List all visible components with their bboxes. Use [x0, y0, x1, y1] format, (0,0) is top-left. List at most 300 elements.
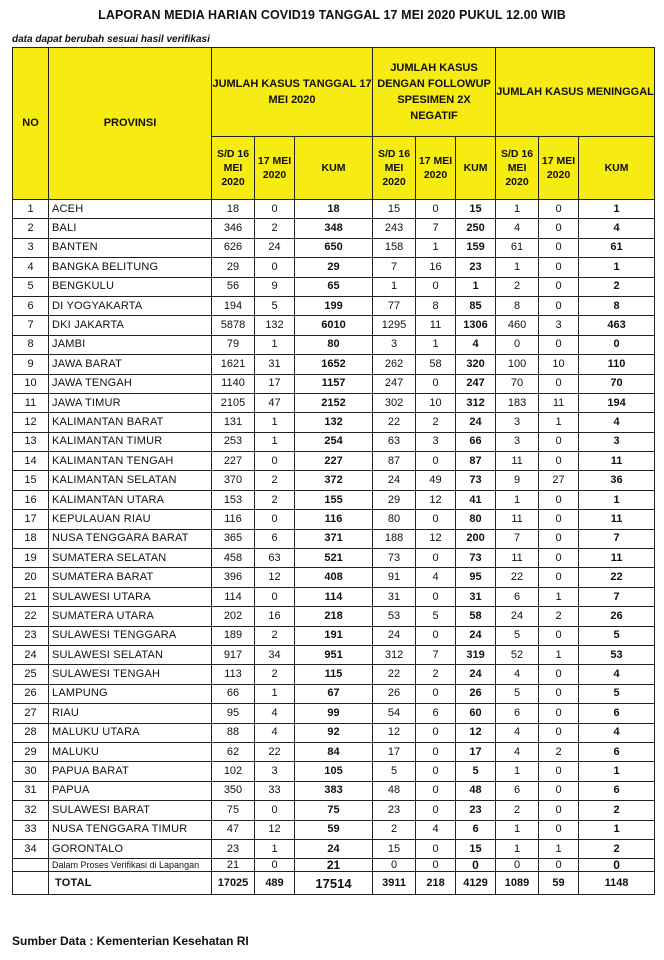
row-number: 32	[13, 801, 49, 820]
table-cell: 3	[539, 316, 579, 335]
table-cell: 370	[212, 471, 255, 490]
table-cell: 4	[579, 665, 655, 684]
table-cell: 102	[212, 762, 255, 781]
table-cell: 85	[456, 296, 496, 315]
table-body	[13, 200, 655, 859]
table-cell: 218	[416, 872, 456, 895]
table-cell: 1	[539, 645, 579, 664]
table-cell: 73	[456, 471, 496, 490]
row-number: 7	[13, 316, 49, 335]
table-row	[13, 645, 655, 664]
province-name: JAMBI	[49, 335, 212, 354]
table-cell: 4	[416, 820, 456, 839]
table-row	[13, 335, 655, 354]
table-cell: 320	[456, 355, 496, 374]
table-cell: 0	[416, 277, 456, 296]
table-cell: 6	[496, 781, 539, 800]
table-cell: 5878	[212, 316, 255, 335]
table-cell: 12	[255, 820, 295, 839]
table-cell: 17514	[295, 872, 373, 895]
table-cell: 2	[416, 413, 456, 432]
table-cell: 0	[539, 238, 579, 257]
table-cell: 21	[295, 859, 373, 872]
table-cell: 189	[212, 626, 255, 645]
table-cell: 0	[539, 801, 579, 820]
row-number: 12	[13, 413, 49, 432]
table-cell: 59	[295, 820, 373, 839]
table-cell: 194	[212, 296, 255, 315]
table-row	[13, 587, 655, 606]
table-cell: 218	[295, 607, 373, 626]
row-number: 24	[13, 645, 49, 664]
table-cell: 22	[496, 568, 539, 587]
row-number: 9	[13, 355, 49, 374]
table-cell: 36	[579, 471, 655, 490]
table-cell: 24	[373, 471, 416, 490]
table-cell: 61	[496, 238, 539, 257]
table-cell: 110	[579, 355, 655, 374]
table-cell: 2	[255, 490, 295, 509]
row-number: 27	[13, 704, 49, 723]
table-cell: 2152	[295, 393, 373, 412]
table-cell: 951	[295, 645, 373, 664]
table-row	[13, 801, 655, 820]
table-cell: 15	[456, 839, 496, 858]
table-cell: 1	[416, 238, 456, 257]
table-row	[13, 393, 655, 412]
table-cell: 6	[255, 529, 295, 548]
table-cell: 0	[539, 820, 579, 839]
table-cell: 3	[496, 413, 539, 432]
table-cell: 202	[212, 607, 255, 626]
table-cell: 1	[579, 762, 655, 781]
table-cell: 105	[295, 762, 373, 781]
table-cell: 87	[373, 452, 416, 471]
province-name: SULAWESI TENGGARA	[49, 626, 212, 645]
table-cell: 0	[539, 723, 579, 742]
table-cell: 24	[456, 665, 496, 684]
table-cell: 319	[456, 645, 496, 664]
table-cell: 115	[295, 665, 373, 684]
row-number: 14	[13, 452, 49, 471]
table-cell: 0	[255, 801, 295, 820]
table-cell: 1652	[295, 355, 373, 374]
table-cell: 0	[539, 704, 579, 723]
table-cell: 302	[373, 393, 416, 412]
row-number: 2	[13, 219, 49, 238]
province-name: SULAWESI BARAT	[49, 801, 212, 820]
header-group-cases: JUMLAH KASUS TANGGAL 17 MEI 2020	[212, 48, 373, 137]
table-cell: 12	[373, 723, 416, 742]
table-cell: 243	[373, 219, 416, 238]
row-number: 20	[13, 568, 49, 587]
province-name: KALIMANTAN SELATAN	[49, 471, 212, 490]
province-name: KALIMANTAN TIMUR	[49, 432, 212, 451]
table-cell: 0	[539, 490, 579, 509]
table-cell: 0	[579, 335, 655, 354]
row-number: 10	[13, 374, 49, 393]
table-cell: 29	[212, 258, 255, 277]
table-cell: 6	[579, 742, 655, 761]
table-cell: 0	[416, 626, 456, 645]
table-cell: 11	[579, 549, 655, 568]
table-row	[13, 510, 655, 529]
header-group-followup: JUMLAH KASUS DENGAN FOLLOWUP SPESIMEN 2X NEGATIF	[373, 48, 496, 137]
report-title: LAPORAN MEDIA HARIAN COVID19 TANGGAL 17 MEI 2020 PUKUL 12.00 WIB	[98, 8, 566, 22]
province-name: SUMATERA BARAT	[49, 568, 212, 587]
table-cell: 7	[416, 645, 456, 664]
table-cell: 1295	[373, 316, 416, 335]
table-cell: 53	[373, 607, 416, 626]
table-cell: 365	[212, 529, 255, 548]
table-cell: 371	[295, 529, 373, 548]
table-cell: 8	[496, 296, 539, 315]
table-cell: 80	[295, 335, 373, 354]
table-row	[13, 374, 655, 393]
table-row	[13, 704, 655, 723]
table-cell: 4	[255, 723, 295, 742]
table-cell: 15	[373, 839, 416, 858]
table-cell: 26	[373, 684, 416, 703]
table-cell: 0	[539, 277, 579, 296]
table-cell	[13, 859, 49, 872]
table-cell: 1621	[212, 355, 255, 374]
province-name: LAMPUNG	[49, 684, 212, 703]
table-row	[13, 355, 655, 374]
table-cell: 0	[416, 781, 456, 800]
table-cell: 0	[416, 723, 456, 742]
province-name: KALIMANTAN TENGAH	[49, 452, 212, 471]
table-cell: 312	[373, 645, 416, 664]
table-cell: 0	[456, 859, 496, 872]
header-followup-today: 17 MEI 2020	[416, 137, 456, 200]
table-cell: 153	[212, 490, 255, 509]
table-cell: 66	[212, 684, 255, 703]
table-cell: 0	[373, 859, 416, 872]
table-cell: 2	[496, 277, 539, 296]
table-cell: 1306	[456, 316, 496, 335]
table-cell: 11	[579, 452, 655, 471]
table-cell: 5	[579, 626, 655, 645]
table-row	[13, 549, 655, 568]
table-cell: 1	[496, 258, 539, 277]
row-number: 5	[13, 277, 49, 296]
table-cell: 3	[255, 762, 295, 781]
province-name: KALIMANTAN UTARA	[49, 490, 212, 509]
table-cell: 0	[539, 549, 579, 568]
table-cell: 5	[373, 762, 416, 781]
table-cell: 0	[416, 200, 456, 219]
table-cell: 0	[496, 859, 539, 872]
table-cell: 1	[255, 839, 295, 858]
row-number: 28	[13, 723, 49, 742]
row-number: 11	[13, 393, 49, 412]
table-cell: 227	[295, 452, 373, 471]
row-number: 31	[13, 781, 49, 800]
header-followup-prev: S/D 16 MEI 2020	[373, 137, 416, 200]
table-cell: 1	[496, 200, 539, 219]
table-cell: 9	[496, 471, 539, 490]
pending-label: Dalam Proses Verifikasi di Lapangan	[49, 859, 212, 872]
province-name: SULAWESI TENGAH	[49, 665, 212, 684]
row-number: 29	[13, 742, 49, 761]
table-row	[13, 607, 655, 626]
table-cell: 63	[373, 432, 416, 451]
table-cell: 95	[212, 704, 255, 723]
row-number: 17	[13, 510, 49, 529]
table-cell: 70	[496, 374, 539, 393]
table-cell: 47	[212, 820, 255, 839]
table-cell: 6	[496, 587, 539, 606]
table-cell: 159	[456, 238, 496, 257]
table-cell: 21	[212, 859, 255, 872]
table-row	[13, 684, 655, 703]
table-row	[13, 490, 655, 509]
header-followup-kum: KUM	[456, 137, 496, 200]
table-cell: 247	[456, 374, 496, 393]
table-cell: 27	[539, 471, 579, 490]
covid-report-table	[12, 47, 655, 895]
header-cases-today: 17 MEI 2020	[255, 137, 295, 200]
table-cell: 58	[416, 355, 456, 374]
province-name: JAWA TIMUR	[49, 393, 212, 412]
table-cell: 262	[373, 355, 416, 374]
table-cell: 348	[295, 219, 373, 238]
table-cell: 29	[295, 258, 373, 277]
table-cell: 0	[416, 801, 456, 820]
row-number: 22	[13, 607, 49, 626]
table-cell: 23	[456, 258, 496, 277]
table-cell: 460	[496, 316, 539, 335]
table-cell: 73	[373, 549, 416, 568]
province-name: NUSA TENGGARA BARAT	[49, 529, 212, 548]
table-cell: 49	[416, 471, 456, 490]
table-cell: 2	[255, 471, 295, 490]
table-cell: 0	[255, 258, 295, 277]
table-row	[13, 762, 655, 781]
table-row	[13, 452, 655, 471]
table-cell: 1	[579, 820, 655, 839]
table-cell: 54	[373, 704, 416, 723]
table-cell: 2	[539, 742, 579, 761]
table-cell: 0	[255, 510, 295, 529]
table-cell: 0	[539, 568, 579, 587]
table-cell: 5	[496, 626, 539, 645]
table-cell: 75	[295, 801, 373, 820]
table-row	[13, 258, 655, 277]
table-cell: 11	[539, 393, 579, 412]
table-cell: 7	[496, 529, 539, 548]
table-cell: 521	[295, 549, 373, 568]
table-cell: 158	[373, 238, 416, 257]
province-name: NUSA TENGGARA TIMUR	[49, 820, 212, 839]
table-cell: 1	[579, 490, 655, 509]
table-cell: 0	[255, 452, 295, 471]
table-cell: 396	[212, 568, 255, 587]
table-cell: 194	[579, 393, 655, 412]
table-cell: 116	[212, 510, 255, 529]
table-cell: 183	[496, 393, 539, 412]
table-cell: 0	[496, 335, 539, 354]
table-cell: 2105	[212, 393, 255, 412]
table-cell: 48	[456, 781, 496, 800]
table-cell: 63	[255, 549, 295, 568]
table-cell: 22	[579, 568, 655, 587]
table-cell: 917	[212, 645, 255, 664]
table-cell: 48	[373, 781, 416, 800]
table-cell: 11	[496, 452, 539, 471]
table-cell: 3911	[373, 872, 416, 895]
header-group-deaths: JUMLAH KASUS MENINGGAL	[496, 48, 655, 137]
row-number: 13	[13, 432, 49, 451]
table-cell: 4	[579, 413, 655, 432]
table-cell: 1	[255, 684, 295, 703]
table-cell: 11	[579, 510, 655, 529]
table-cell: 15	[373, 200, 416, 219]
header-deaths-prev: S/D 16 MEI 2020	[496, 137, 539, 200]
table-cell: 114	[295, 587, 373, 606]
table-cell: 626	[212, 238, 255, 257]
row-number: 15	[13, 471, 49, 490]
row-number: 34	[13, 839, 49, 858]
province-name: GORONTALO	[49, 839, 212, 858]
header-deaths-today: 17 MEI 2020	[539, 137, 579, 200]
table-cell: 12	[255, 568, 295, 587]
table-cell: 59	[539, 872, 579, 895]
table-cell: 4	[456, 335, 496, 354]
table-cell: 80	[456, 510, 496, 529]
table-cell: 113	[212, 665, 255, 684]
table-cell: 11	[496, 510, 539, 529]
table-cell: 24	[373, 626, 416, 645]
table-cell: 7	[373, 258, 416, 277]
province-name: RIAU	[49, 704, 212, 723]
table-row	[13, 626, 655, 645]
table-cell: 0	[539, 374, 579, 393]
table-cell: 5	[579, 684, 655, 703]
table-cell	[13, 872, 49, 895]
province-name: PAPUA BARAT	[49, 762, 212, 781]
table-row	[13, 238, 655, 257]
table-cell: 1	[539, 839, 579, 858]
table-cell: 15	[456, 200, 496, 219]
row-number: 1	[13, 200, 49, 219]
table-cell: 0	[539, 200, 579, 219]
header-cases-kum: KUM	[295, 137, 373, 200]
table-cell: 16	[416, 258, 456, 277]
table-cell: 131	[212, 413, 255, 432]
table-cell: 1089	[496, 872, 539, 895]
table-cell: 84	[295, 742, 373, 761]
table-cell: 99	[295, 704, 373, 723]
table-cell: 0	[539, 665, 579, 684]
table-cell: 5	[496, 684, 539, 703]
table-cell: 2	[373, 820, 416, 839]
table-cell: 1	[255, 335, 295, 354]
table-cell: 17	[456, 742, 496, 761]
table-cell: 18	[212, 200, 255, 219]
table-cell: 47	[255, 393, 295, 412]
table-cell: 24	[255, 238, 295, 257]
table-cell: 34	[255, 645, 295, 664]
table-cell: 58	[456, 607, 496, 626]
table-cell: 6	[579, 704, 655, 723]
table-cell: 188	[373, 529, 416, 548]
table-cell: 53	[579, 645, 655, 664]
table-cell: 1	[496, 839, 539, 858]
table-cell: 312	[456, 393, 496, 412]
table-row	[13, 723, 655, 742]
table-cell: 0	[255, 587, 295, 606]
header-cases-prev: S/D 16 MEI 2020	[212, 137, 255, 200]
table-cell: 1	[456, 277, 496, 296]
table-cell: 0	[416, 762, 456, 781]
table-cell: 18	[295, 200, 373, 219]
table-cell: 114	[212, 587, 255, 606]
table-cell: 5	[255, 296, 295, 315]
table-cell: 24	[456, 413, 496, 432]
table-row	[13, 432, 655, 451]
table-cell: 0	[416, 859, 456, 872]
row-number: 3	[13, 238, 49, 257]
table-cell: 253	[212, 432, 255, 451]
table-cell: 17	[255, 374, 295, 393]
table-row	[13, 568, 655, 587]
table-cell: 52	[496, 645, 539, 664]
table-cell: 3	[416, 432, 456, 451]
province-name: SULAWESI UTARA	[49, 587, 212, 606]
table-cell: 4	[255, 704, 295, 723]
province-name: ACEH	[49, 200, 212, 219]
province-name: BALI	[49, 219, 212, 238]
table-row	[13, 665, 655, 684]
row-number: 21	[13, 587, 49, 606]
table-cell: 87	[456, 452, 496, 471]
table-cell: 26	[579, 607, 655, 626]
table-cell: 4	[496, 742, 539, 761]
table-cell: 4	[579, 219, 655, 238]
table-cell: 1	[373, 277, 416, 296]
table-cell: 458	[212, 549, 255, 568]
table-cell: 22	[373, 665, 416, 684]
table-cell: 92	[295, 723, 373, 742]
table-cell: 2	[255, 219, 295, 238]
table-cell: 10	[539, 355, 579, 374]
table-cell: 6	[456, 820, 496, 839]
table-cell: 1157	[295, 374, 373, 393]
table-cell: 73	[456, 549, 496, 568]
table-cell: 1	[579, 258, 655, 277]
table-cell: 132	[295, 413, 373, 432]
table-cell: 155	[295, 490, 373, 509]
table-cell: 79	[212, 335, 255, 354]
table-cell: 372	[295, 471, 373, 490]
table-cell: 1	[255, 432, 295, 451]
table-cell: 23	[456, 801, 496, 820]
table-cell: 3	[496, 432, 539, 451]
province-name: JAWA TENGAH	[49, 374, 212, 393]
table-cell: 408	[295, 568, 373, 587]
table-cell: 22	[373, 413, 416, 432]
table-cell: 5	[416, 607, 456, 626]
table-cell: 65	[295, 277, 373, 296]
table-cell: 66	[456, 432, 496, 451]
table-cell: 254	[295, 432, 373, 451]
table-cell: 4	[496, 723, 539, 742]
table-cell: 191	[295, 626, 373, 645]
province-name: BANTEN	[49, 238, 212, 257]
table-cell: 7	[416, 219, 456, 238]
